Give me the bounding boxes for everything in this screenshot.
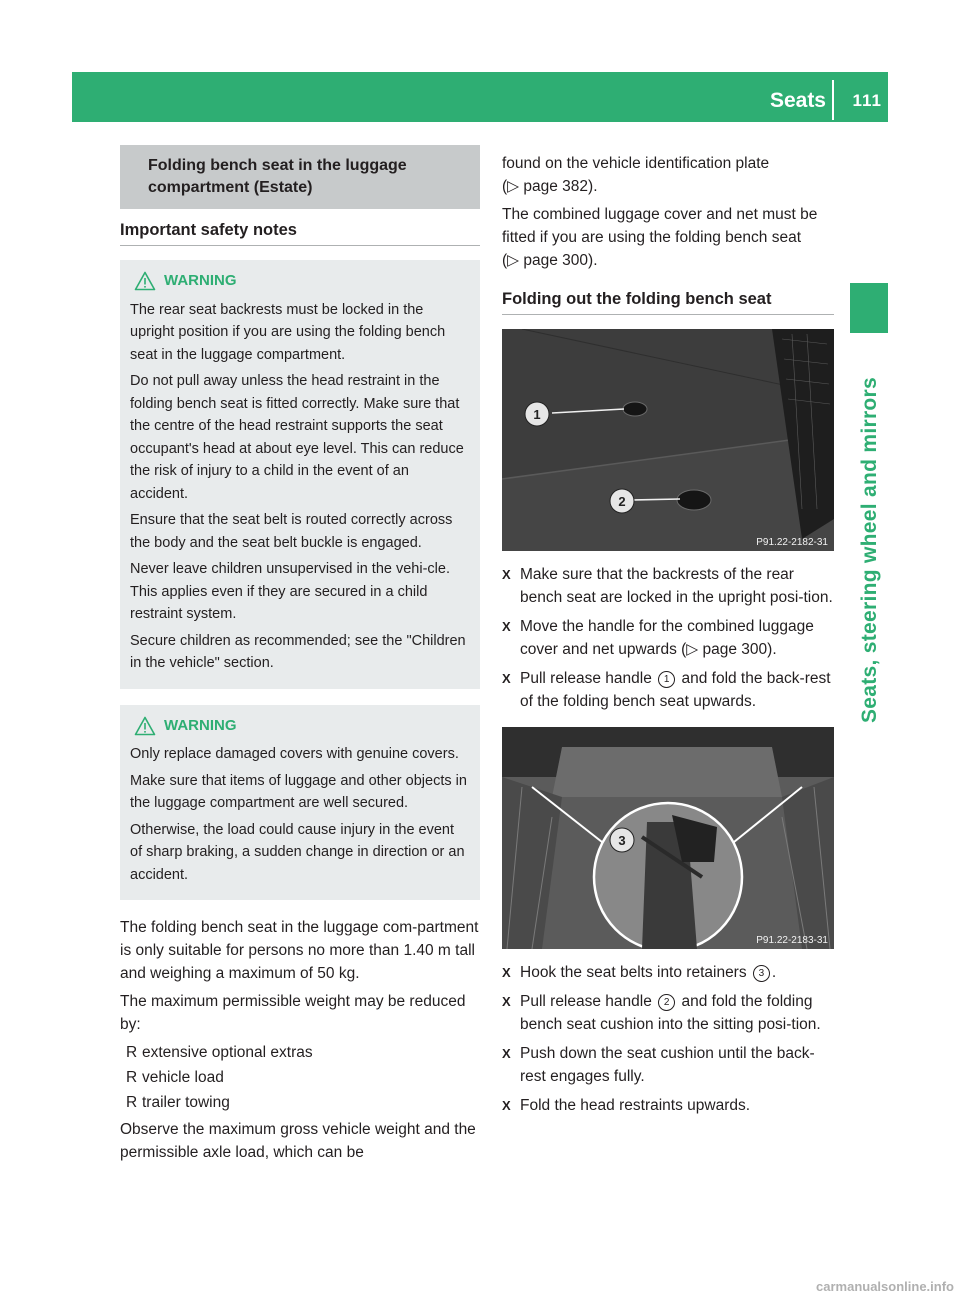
subheading-safety: Important safety notes bbox=[120, 219, 480, 246]
warning-box-1 bbox=[120, 260, 480, 689]
callout-3-label: 3 bbox=[618, 833, 626, 848]
page-reference[interactable]: (▷ page 300). bbox=[502, 252, 598, 269]
section-title-box bbox=[120, 145, 480, 209]
bullet-list bbox=[120, 1041, 480, 1114]
step-text-part: . bbox=[771, 964, 777, 981]
warning-title bbox=[130, 715, 470, 738]
watermark: carmanualsonline.info bbox=[816, 1279, 954, 1294]
step-item bbox=[502, 667, 834, 713]
step-text: Fold the head restraints upwards. bbox=[520, 1097, 751, 1114]
list-item-text: extensive optional extras bbox=[142, 1044, 313, 1061]
step-marker: X bbox=[502, 1098, 511, 1113]
warning2-para: Otherwise, the load could cause injury in the event of sharp braking, a sudden change in direction or an accident. bbox=[130, 821, 465, 883]
seat-belt-retainer-illustration bbox=[502, 727, 834, 949]
callout-1-label: 1 bbox=[533, 407, 541, 422]
step-item bbox=[502, 1042, 834, 1088]
steps-list-a bbox=[502, 563, 834, 713]
step-text-part: and fold the back-rest of the folding bench seat upwards. bbox=[520, 670, 831, 710]
callout-badge: 3 bbox=[753, 965, 770, 982]
page-number: 111 bbox=[852, 91, 882, 110]
figure-luggage-floor bbox=[502, 329, 834, 551]
step-item bbox=[502, 961, 834, 984]
warning1-para: The rear seat backrests must be locked in the upright position if you are using the folding bench seat in the luggage compartment. bbox=[130, 301, 446, 363]
warning2-para: Only replace damaged covers with genuine covers. bbox=[130, 746, 459, 762]
bullet-symbol: R bbox=[126, 1069, 138, 1086]
warning-title-text: WARNING bbox=[164, 272, 237, 289]
step-marker: X bbox=[502, 994, 511, 1009]
section-title-line1: Folding bench seat in the luggage bbox=[148, 157, 407, 174]
list-item bbox=[120, 1091, 480, 1114]
body-paragraph: Observe the maximum gross vehicle weight and the permissible axle load, which can be bbox=[120, 1121, 476, 1161]
step-marker: X bbox=[502, 619, 511, 634]
step-text-part: Hook the seat belts into retainers bbox=[520, 964, 747, 981]
step-text-part: Pull release handle bbox=[520, 670, 652, 687]
callout-2-label: 2 bbox=[618, 494, 626, 509]
warning-triangle-icon bbox=[134, 716, 156, 736]
continued-text: found on the vehicle identification plate bbox=[502, 155, 770, 172]
step-text-part: Pull release handle bbox=[520, 993, 652, 1010]
page-reference[interactable]: (▷ page 382). bbox=[502, 178, 598, 195]
figure-seat-belt-retainer bbox=[502, 727, 834, 949]
bullet-symbol: R bbox=[126, 1094, 138, 1111]
body-paragraph: The maximum permissible weight may be reduced by: bbox=[120, 993, 466, 1033]
section-title-line2: compartment (Estate) bbox=[148, 179, 313, 196]
step-text-part: and fold the folding bench seat cushion into the sitting posi-tion. bbox=[520, 993, 821, 1033]
warning1-para: Ensure that the seat belt is routed correctly across the body and the seat belt buckle is engaged. bbox=[130, 512, 453, 551]
chapter-title: Seats bbox=[769, 89, 826, 112]
header-divider bbox=[832, 80, 834, 120]
luggage-floor-illustration bbox=[502, 329, 834, 551]
steps-list-b bbox=[502, 961, 834, 1117]
warning-title bbox=[130, 270, 470, 293]
step-item bbox=[502, 990, 834, 1036]
warning-box-2 bbox=[120, 705, 480, 901]
step-text: Make sure that the backrests of the rear bench seat are locked in the upright posi-tion. bbox=[520, 566, 833, 606]
step-marker: X bbox=[502, 1046, 511, 1061]
callout-badge: 1 bbox=[658, 671, 675, 688]
step-marker: X bbox=[502, 965, 511, 980]
step-text: Push down the seat cushion until the back-rest engages fully. bbox=[520, 1045, 815, 1085]
step-item bbox=[502, 615, 834, 661]
warning-title-text: WARNING bbox=[164, 716, 237, 734]
step-marker: X bbox=[502, 567, 511, 582]
body-paragraph: The folding bench seat in the luggage com-partment is only suitable for persons no more than 1.40 m tall and weighing a maximum of 50 kg. bbox=[120, 919, 479, 982]
step-text: Move the handle for the combined luggage cover and net upwards (▷ page 300). bbox=[520, 618, 814, 658]
figure-code: P91.22-2183-31 bbox=[756, 935, 828, 946]
side-tab-label bbox=[850, 340, 888, 760]
list-item-text: trailer towing bbox=[142, 1094, 230, 1111]
step-item bbox=[502, 1094, 834, 1117]
list-item-text: vehicle load bbox=[142, 1069, 224, 1086]
list-item bbox=[120, 1041, 480, 1064]
list-item bbox=[120, 1066, 480, 1089]
bullet-symbol: R bbox=[126, 1044, 138, 1061]
right-column bbox=[502, 152, 834, 1123]
left-column bbox=[120, 145, 480, 1169]
side-tab-marker bbox=[850, 283, 888, 333]
warning2-para: Make sure that items of luggage and other objects in the luggage compartment are well secured. bbox=[130, 772, 467, 811]
figure-code: P91.22-2182-31 bbox=[756, 537, 828, 548]
callout-badge: 2 bbox=[658, 994, 675, 1011]
step-item bbox=[502, 563, 834, 609]
side-tab-text: Seats, steering wheel and mirrors bbox=[857, 376, 881, 724]
warning1-para: Do not pull away unless the head restraint in the folding bench seat is fitted correctly. Make sure that the centre of the head restraint supports the seat occupant's head at about eye level. This can reduce the risk of injury to a child in the event of an accident. bbox=[130, 373, 464, 502]
warning-triangle-icon bbox=[134, 271, 156, 291]
continued-text: The combined luggage cover and net must be fitted if you are using the folding bench seat bbox=[502, 206, 818, 246]
step-marker: X bbox=[502, 671, 511, 686]
warning1-para: Secure children as recommended; see the "Children in the vehicle" section. bbox=[130, 632, 466, 671]
subheading-folding-out: Folding out the folding bench seat bbox=[502, 288, 834, 315]
header-bar bbox=[72, 72, 888, 122]
warning1-para: Never leave children unsupervised in the vehi-cle. This applies even if they are secured in a child restraint system. bbox=[130, 561, 450, 622]
